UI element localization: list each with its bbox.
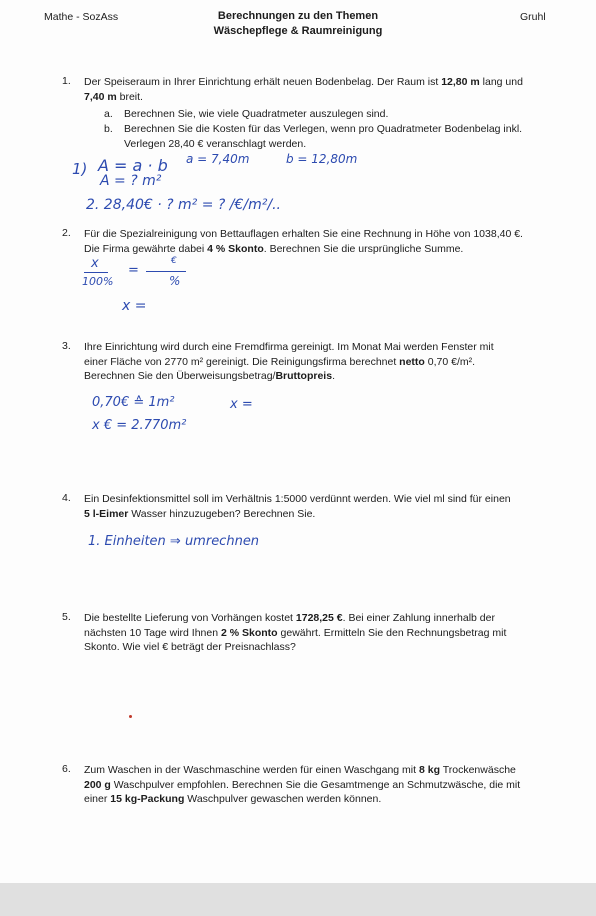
question-1b-label: b.: [104, 123, 113, 135]
question-1a-label: a.: [104, 108, 113, 120]
red-dot-mark: [129, 715, 132, 718]
question-4-text: Ein Desinfektionsmittel soll im Verhältnis 1:5000 verdünnt werden. Wie viel ml sind für einen 5 l-Eimer Wasser hinzuzugeben? Berechnen Sie.: [84, 493, 511, 520]
handwriting-q1-cost: 2. 28,40€ · ? m² = ? /€/m²/..: [86, 197, 281, 213]
question-1a-text: Berechnen Sie, wie viele Quadratmeter auszulegen sind.: [124, 108, 389, 120]
header-title: Berechnungen zu den Themen: [217, 10, 379, 22]
handwriting-q2-fraction-line-left: [84, 272, 108, 273]
handwriting-q2-percent-right: %: [169, 274, 181, 288]
handwriting-q1-area: A = ? m²: [100, 173, 162, 189]
question-5-number: 5.: [62, 611, 71, 623]
question-2-number: 2.: [62, 227, 71, 239]
page-bottom-margin: [0, 883, 596, 916]
question-1b-text: Berechnen Sie die Kosten für das Verlegen, wenn pro Quadratmeter Bodenbelag inkl. Verlegen 28,40 € veranschlagt werden.: [124, 123, 523, 150]
handwriting-q2-equals: =: [128, 263, 139, 278]
handwriting-q3-ratio: 0,70€ ≙ 1m²: [92, 395, 175, 410]
question-1-number: 1.: [62, 75, 71, 87]
handwriting-q2-x: x: [91, 256, 99, 271]
header-subject: Mathe - SozAss: [44, 11, 119, 23]
question-1-text: Der Speiseraum in Ihrer Einrichtung erhält neuen Bodenbelag. Der Raum ist 12,80 m lang und 7,40 m breit.: [84, 76, 523, 103]
handwriting-q1-side-b: b = 12,80m: [286, 152, 358, 166]
handwriting-q2-fraction-line-right: [146, 271, 186, 272]
handwriting-q2-percent: 100%: [82, 275, 114, 288]
handwriting-q1-formula: A = a · b: [98, 156, 168, 175]
handwriting-q4-note: 1. Einheiten ⇒ umrechnen: [88, 534, 260, 549]
question-2-text: Für die Spezialreinigung von Bettauflagen erhalten Sie eine Rechnung in Höhe von 1038,40 €. Die Firma gewährte dabei 4 % Skonto. Berechnen Sie die ursprüngliche Summe.: [84, 228, 523, 255]
handwriting-q1-label: 1): [72, 160, 88, 178]
handwriting-q1-side-a: a = 7,40m: [186, 152, 250, 166]
question-3-text: Ihre Einrichtung wird durch eine Fremdfirma gereinigt. Im Monat Mai werden Fenster mit einer Fläche von 2770 m² gereinigt. Die Reinigungsfirma berechnet netto 0,70 €/m². Berechnen Sie den Überweisungsbetrag/Bruttopreis.: [84, 341, 494, 382]
question-6-text: Zum Waschen in der Waschmaschine werden für einen Waschgang mit 8 kg Trockenwäsche 200 g Waschpulver empfohlen. Berechnen Sie die Gesamtmenge an Schmutzwäsche, die mit einer 15 kg-Packung Waschpulver gewaschen werden können.: [84, 764, 521, 805]
question-6-number: 6.: [62, 763, 71, 775]
header-teacher: Gruhl: [520, 11, 546, 23]
question-3-number: 3.: [62, 340, 71, 352]
handwriting-q2-result: x =: [122, 298, 147, 314]
handwriting-q2-euro: €: [171, 256, 177, 266]
handwriting-q3-equation: x € = 2.770m²: [92, 418, 187, 433]
handwriting-q3-x: x =: [230, 397, 253, 412]
question-4-number: 4.: [62, 492, 71, 504]
header-subtitle: Wäschepflege & Raumreinigung: [213, 25, 383, 37]
question-5-text: Die bestellte Lieferung von Vorhängen kostet 1728,25 €. Bei einer Zahlung innerhalb der nächsten 10 Tage wird Ihnen 2 % Skonto gewährt. Ermitteln Sie den Rechnungsbetrag mit Skonto. Wie viel € beträgt der Preisnachlass?: [84, 612, 507, 653]
